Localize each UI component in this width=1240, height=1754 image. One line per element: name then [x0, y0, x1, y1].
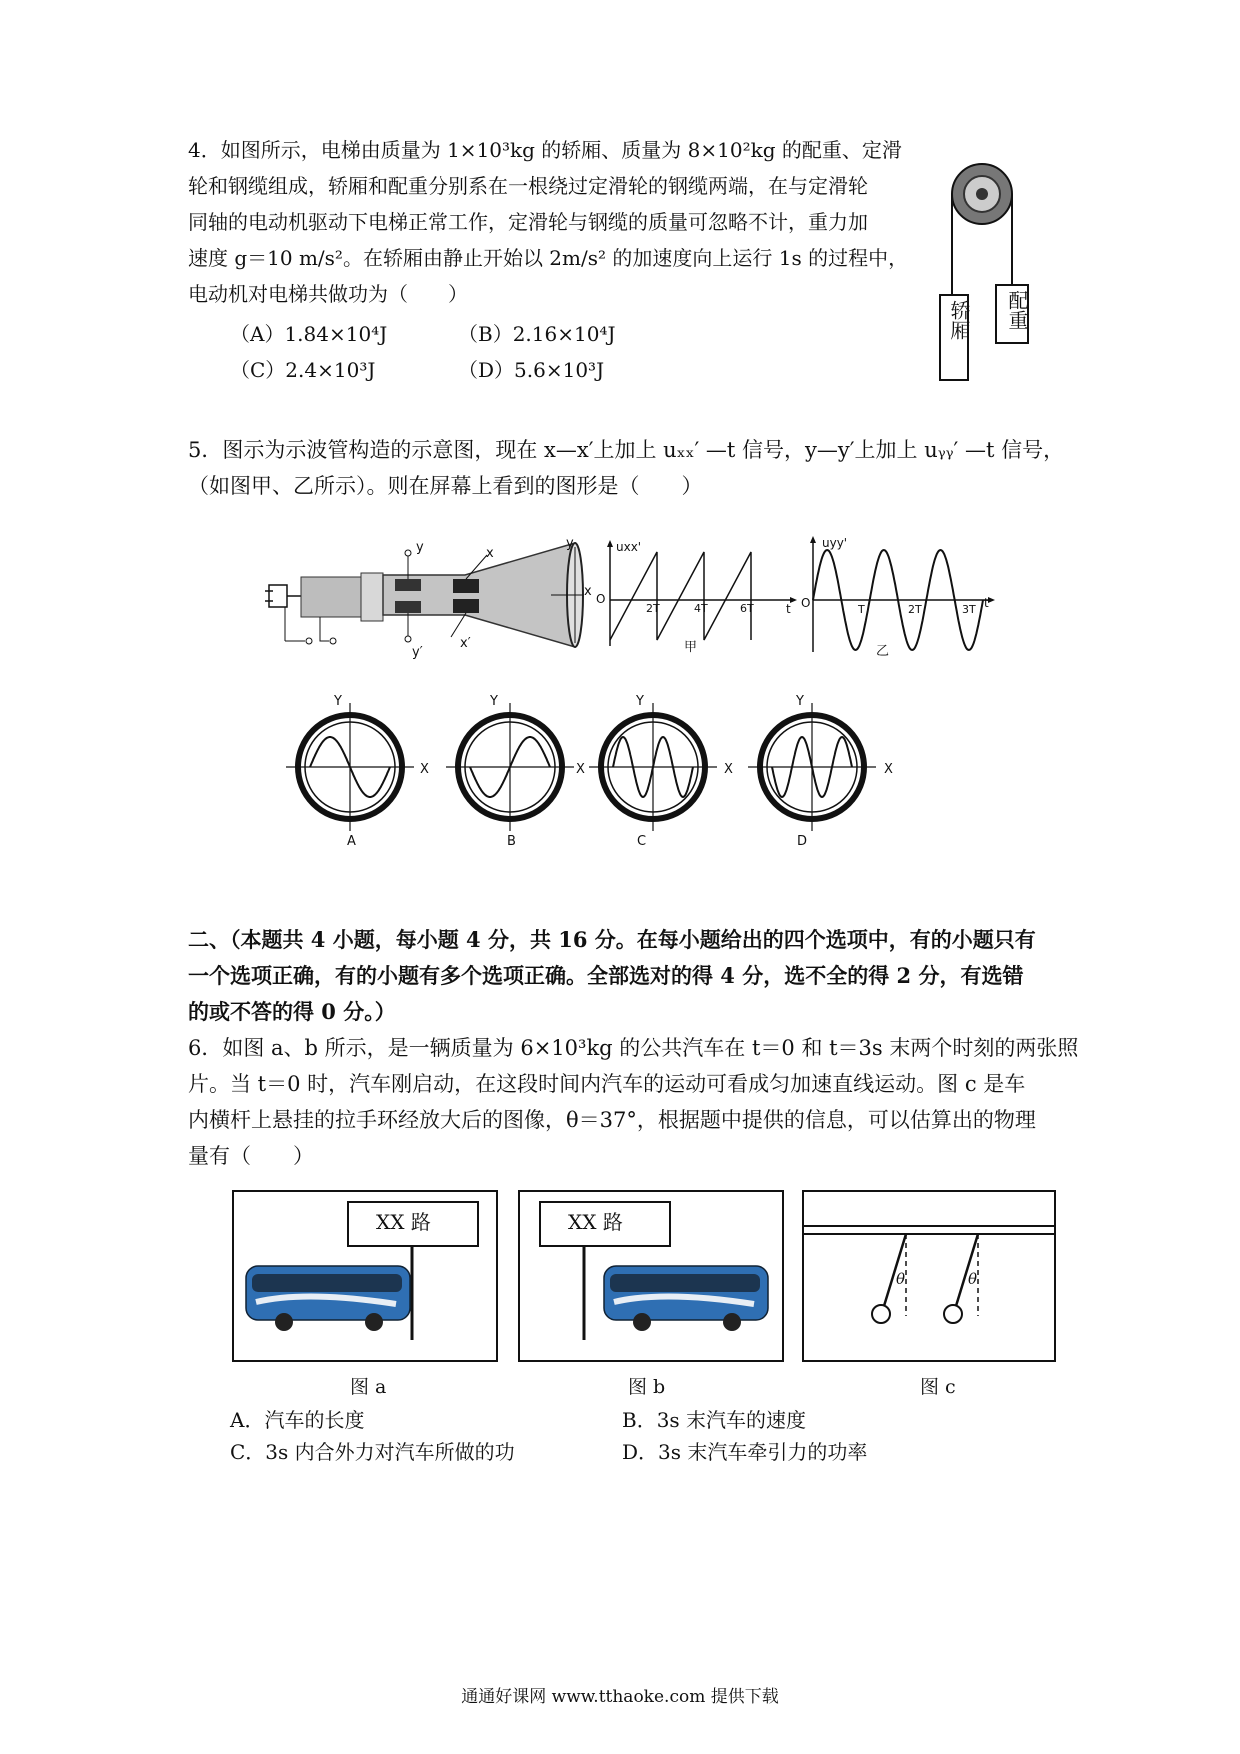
- graph-jia-tick-6t: 6T: [740, 602, 754, 615]
- q6-option-d: D．3s 末汽车牵引力的功率: [622, 1440, 868, 1464]
- graph-yi-ylabel: uyy': [822, 536, 848, 550]
- screen-d-label: D: [797, 834, 808, 849]
- screen-d-y: Y: [796, 694, 804, 709]
- sign-b-text: XX 路: [568, 1210, 623, 1234]
- q6-option-b: B．3s 末汽车的速度: [622, 1408, 807, 1432]
- crt-screens-options: [290, 695, 910, 845]
- figure-b: [518, 1190, 784, 1362]
- screen-b-label: B: [507, 834, 516, 849]
- graph-jia-tick-4t: 4T: [694, 602, 708, 615]
- sign-a-text: XX 路: [376, 1210, 431, 1234]
- screen-c-x: X: [724, 762, 733, 777]
- q6-line-2: 片。当 t＝0 时，汽车刚启动，在这段时间内汽车的运动可看成匀加速直线运动。图 c 是车: [188, 1072, 1026, 1096]
- crt-screen-d: [748, 703, 876, 831]
- screen-c-y: Y: [636, 694, 644, 709]
- graph-jia-ylabel: uxx': [616, 540, 642, 554]
- screen-label-x: x: [584, 584, 592, 599]
- theta-label-2: θ: [968, 1270, 978, 1288]
- q4-line-4: 速度 g＝10 m/s²。在轿厢由静止开始以 2m/s² 的加速度向上运行 1s 的过程中，: [188, 246, 909, 270]
- graph-jia-tick-2t: 2T: [646, 602, 660, 615]
- screen-b-x: X: [576, 762, 585, 777]
- q4-option-b: （B）2.16×10⁴J: [458, 322, 616, 346]
- tube-label-x: x: [486, 546, 494, 561]
- counterweight-label: 配重: [1005, 290, 1029, 330]
- graph-yi-tick-t: T: [858, 603, 865, 616]
- graph-jia-sawtooth: [605, 540, 805, 650]
- screen-d-x: X: [884, 762, 893, 777]
- graph-yi-tick-3t: 3T: [962, 603, 976, 616]
- crt-screen-c: [589, 703, 717, 831]
- figure-a: [232, 1190, 498, 1362]
- figure-c: [802, 1190, 1056, 1362]
- q4-line-3: 同轴的电动机驱动下电梯正常工作，定滑轮与钢缆的质量可忽略不计，重力加: [188, 210, 868, 234]
- q6-option-a: A．汽车的长度: [230, 1408, 365, 1432]
- q4-option-a: （A）1.84×10⁴J: [230, 322, 388, 346]
- crt-screen-b: [446, 703, 574, 831]
- crt-screen-a: [286, 703, 414, 831]
- tube-label-y-prime: y′: [412, 645, 423, 660]
- screen-a-y: Y: [334, 694, 342, 709]
- screen-a-label: A: [347, 834, 356, 849]
- q5-line-1: 5．图示为示波管构造的示意图，现在 x—x′上加上 uₓₓ′ —t 信号，y—y′上加上 uᵧᵧ′ —t 信号，: [188, 438, 1065, 462]
- graph-jia-name: 甲: [684, 640, 698, 655]
- q4-line-1: 4．如图所示，电梯由质量为 1×10³kg 的轿厢、质量为 8×10²kg 的配重、定滑: [188, 138, 902, 162]
- section2-line-3: 的或不答的得 0 分。）: [188, 999, 396, 1024]
- q6-line-4: 量有（ ）: [188, 1144, 314, 1168]
- q4-line-5: 电动机对电梯共做功为（ ）: [188, 282, 468, 306]
- graph-yi-tick-2t: 2T: [908, 603, 922, 616]
- graph-yi-origin: O: [801, 596, 811, 610]
- theta-label-1: θ: [896, 1270, 906, 1288]
- q6-line-3: 内横杆上悬挂的拉手环经放大后的图像，θ＝37°，根据题中提供的信息，可以估算出的物理: [188, 1108, 1036, 1132]
- graph-jia-xlabel: t: [786, 602, 791, 616]
- q5-line-2: （如图甲、乙所示）。则在屏幕上看到的图形是（ ）: [188, 474, 703, 498]
- section2-line-1: 二、（本题共 4 小题，每小题 4 分，共 16 分。在每小题给出的四个选项中，有的小题只有: [188, 927, 1036, 952]
- tube-label-x-prime: x′: [460, 636, 471, 651]
- q4-option-d: （D）5.6×10³J: [458, 358, 605, 382]
- graph-jia-origin: O: [596, 592, 606, 606]
- screen-b-y: Y: [490, 694, 498, 709]
- car-label: 轿厢: [947, 300, 971, 340]
- caption-c: 图 c: [920, 1376, 956, 1398]
- screen-c-label: C: [637, 834, 647, 849]
- graph-yi-name: 乙: [876, 644, 890, 659]
- graph-yi-xlabel: t: [984, 596, 989, 610]
- screen-a-x: X: [420, 762, 429, 777]
- caption-a: 图 a: [350, 1376, 387, 1398]
- page-footer: 通通好课网 www.tthaoke.com 提供下载: [461, 1687, 779, 1707]
- elevator-pulley-figure: [930, 160, 1040, 390]
- section2-line-2: 一个选项正确，有的小题有多个选项正确。全部选对的得 4 分，选不全的得 2 分，有选错: [188, 963, 1024, 988]
- q6-option-c: C．3s 内合外力对汽车所做的功: [230, 1440, 515, 1464]
- crt-tube-diagram: [265, 535, 605, 665]
- q4-line-2: 轮和钢缆组成，轿厢和配重分别系在一根绕过定滑轮的钢缆两端，在与定滑轮: [188, 174, 868, 198]
- tube-label-y: y: [416, 540, 424, 555]
- screen-label-y: y: [566, 536, 574, 551]
- q6-line-1: 6．如图 a、b 所示，是一辆质量为 6×10³kg 的公共汽车在 t＝0 和 t＝3s 末两个时刻的两张照: [188, 1036, 1079, 1060]
- q4-option-c: （C）2.4×10³J: [230, 358, 376, 382]
- graph-yi-sine: [808, 536, 1003, 656]
- caption-b: 图 b: [628, 1376, 666, 1398]
